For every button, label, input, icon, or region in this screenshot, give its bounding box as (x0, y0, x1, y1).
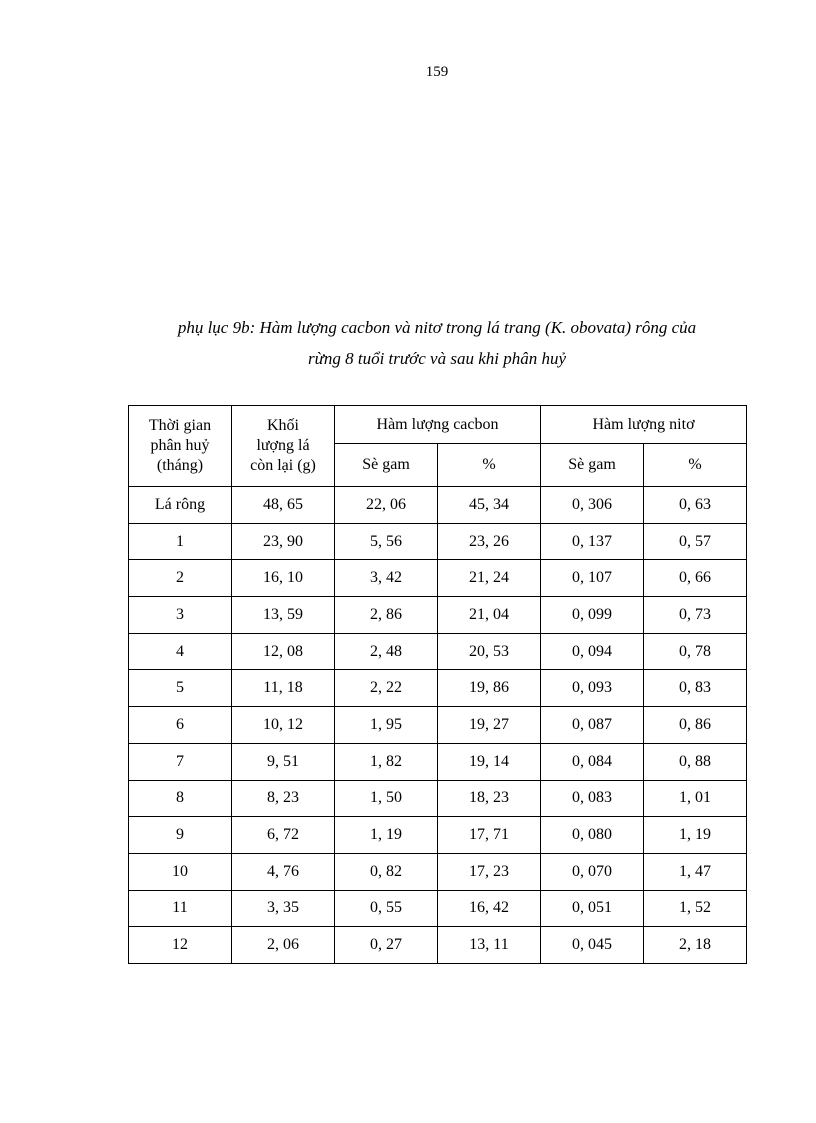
header-carbon-grams: Sè gam (335, 444, 438, 487)
cell-carbon-percent: 17, 23 (438, 853, 541, 890)
cell-time: 3 (129, 597, 232, 634)
header-time-line-3: (tháng) (156, 457, 204, 474)
header-carbon-content: Hàm lượng cacbon (335, 406, 541, 444)
header-mass-line-3: còn lại (g) (250, 457, 316, 474)
table-row (129, 560, 747, 597)
header-nitrogen-grams: Sè gam (541, 444, 644, 487)
cell-leaf-mass: 9, 51 (232, 743, 335, 780)
cell-carbon-percent: 23, 26 (438, 523, 541, 560)
cell-time: 8 (129, 780, 232, 817)
table-row (129, 853, 747, 890)
cell-time: 9 (129, 817, 232, 854)
cell-carbon-percent: 16, 42 (438, 890, 541, 927)
cell-nitrogen-grams: 0, 306 (541, 487, 644, 524)
cell-carbon-grams: 2, 22 (335, 670, 438, 707)
cell-carbon-grams: 2, 48 (335, 633, 438, 670)
table-row (129, 743, 747, 780)
cell-time: Lá rông (129, 487, 232, 524)
cell-carbon-grams: 3, 42 (335, 560, 438, 597)
cell-carbon-percent: 19, 14 (438, 743, 541, 780)
cell-nitrogen-percent: 1, 47 (644, 853, 747, 890)
header-remaining-leaf-mass (232, 406, 335, 487)
cell-leaf-mass: 11, 18 (232, 670, 335, 707)
cell-nitrogen-grams: 0, 094 (541, 633, 644, 670)
cell-carbon-percent: 21, 24 (438, 560, 541, 597)
cell-carbon-grams: 0, 27 (335, 927, 438, 964)
cell-leaf-mass: 13, 59 (232, 597, 335, 634)
cell-time: 2 (129, 560, 232, 597)
cell-nitrogen-grams: 0, 070 (541, 853, 644, 890)
table-row (129, 487, 747, 524)
table-row (129, 927, 747, 964)
cell-carbon-percent: 20, 53 (438, 633, 541, 670)
cell-carbon-grams: 22, 06 (335, 487, 438, 524)
cell-leaf-mass: 4, 76 (232, 853, 335, 890)
cell-time: 12 (129, 927, 232, 964)
cell-nitrogen-grams: 0, 099 (541, 597, 644, 634)
cell-carbon-grams: 1, 95 (335, 707, 438, 744)
cell-nitrogen-grams: 0, 093 (541, 670, 644, 707)
cell-carbon-percent: 19, 27 (438, 707, 541, 744)
page-number: 159 (425, 64, 449, 80)
cell-carbon-grams: 0, 82 (335, 853, 438, 890)
header-mass-line-2: lượng lá (256, 437, 310, 454)
cell-nitrogen-grams: 0, 084 (541, 743, 644, 780)
cell-nitrogen-percent: 0, 73 (644, 597, 747, 634)
cell-nitrogen-grams: 0, 107 (541, 560, 644, 597)
header-nitrogen-percent: % (644, 444, 747, 487)
cell-leaf-mass: 2, 06 (232, 927, 335, 964)
cell-time: 5 (129, 670, 232, 707)
cell-leaf-mass: 23, 90 (232, 523, 335, 560)
table-row (129, 670, 747, 707)
cell-carbon-grams: 1, 82 (335, 743, 438, 780)
cell-leaf-mass: 16, 10 (232, 560, 335, 597)
cell-leaf-mass: 3, 35 (232, 890, 335, 927)
cell-leaf-mass: 8, 23 (232, 780, 335, 817)
caption-line-1: phụ lục 9b: Hàm lượng cacbon và nitơ trong lá trang (K. obovata) rông của (177, 318, 697, 337)
table-row (129, 817, 747, 854)
table-body (129, 487, 747, 964)
cell-leaf-mass: 48, 65 (232, 487, 335, 524)
table-row (129, 890, 747, 927)
cell-time: 10 (129, 853, 232, 890)
cell-nitrogen-percent: 2, 18 (644, 927, 747, 964)
cell-carbon-percent: 21, 04 (438, 597, 541, 634)
cell-carbon-grams: 1, 50 (335, 780, 438, 817)
table-row (129, 523, 747, 560)
table-row (129, 707, 747, 744)
cell-nitrogen-percent: 0, 57 (644, 523, 747, 560)
cell-nitrogen-percent: 0, 78 (644, 633, 747, 670)
cell-carbon-percent: 18, 23 (438, 780, 541, 817)
cell-carbon-percent: 45, 34 (438, 487, 541, 524)
cell-carbon-grams: 5, 56 (335, 523, 438, 560)
cell-time: 11 (129, 890, 232, 927)
table-row (129, 633, 747, 670)
cell-nitrogen-percent: 0, 66 (644, 560, 747, 597)
table-caption (100, 312, 774, 374)
cell-nitrogen-percent: 1, 19 (644, 817, 747, 854)
cell-leaf-mass: 10, 12 (232, 707, 335, 744)
cell-carbon-percent: 13, 11 (438, 927, 541, 964)
table-row (129, 780, 747, 817)
cell-nitrogen-grams: 0, 083 (541, 780, 644, 817)
caption-line-2: rừng 8 tuổi trước và sau khi phân huỷ (307, 349, 567, 368)
cell-nitrogen-percent: 1, 52 (644, 890, 747, 927)
cell-leaf-mass: 6, 72 (232, 817, 335, 854)
cell-nitrogen-percent: 0, 88 (644, 743, 747, 780)
cell-nitrogen-percent: 0, 63 (644, 487, 747, 524)
cell-leaf-mass: 12, 08 (232, 633, 335, 670)
cell-nitrogen-grams: 0, 087 (541, 707, 644, 744)
cell-time: 7 (129, 743, 232, 780)
carbon-nitrogen-table (128, 405, 747, 964)
cell-carbon-percent: 19, 86 (438, 670, 541, 707)
cell-time: 4 (129, 633, 232, 670)
cell-time: 1 (129, 523, 232, 560)
cell-nitrogen-percent: 0, 83 (644, 670, 747, 707)
header-mass-line-1: Khối (267, 417, 299, 434)
header-carbon-percent: % (438, 444, 541, 487)
cell-carbon-grams: 0, 55 (335, 890, 438, 927)
cell-nitrogen-grams: 0, 137 (541, 523, 644, 560)
cell-nitrogen-grams: 0, 045 (541, 927, 644, 964)
cell-carbon-percent: 17, 71 (438, 817, 541, 854)
header-time-line-2: phân huỷ (150, 437, 210, 454)
cell-nitrogen-percent: 1, 01 (644, 780, 747, 817)
cell-nitrogen-grams: 0, 051 (541, 890, 644, 927)
header-decomposition-time (129, 406, 232, 487)
header-time-line-1: Thời gian (148, 417, 212, 434)
table-row (129, 597, 747, 634)
cell-time: 6 (129, 707, 232, 744)
cell-nitrogen-percent: 0, 86 (644, 707, 747, 744)
header-nitrogen-content: Hàm lượng nitơ (541, 406, 747, 444)
cell-nitrogen-grams: 0, 080 (541, 817, 644, 854)
cell-carbon-grams: 2, 86 (335, 597, 438, 634)
cell-carbon-grams: 1, 19 (335, 817, 438, 854)
